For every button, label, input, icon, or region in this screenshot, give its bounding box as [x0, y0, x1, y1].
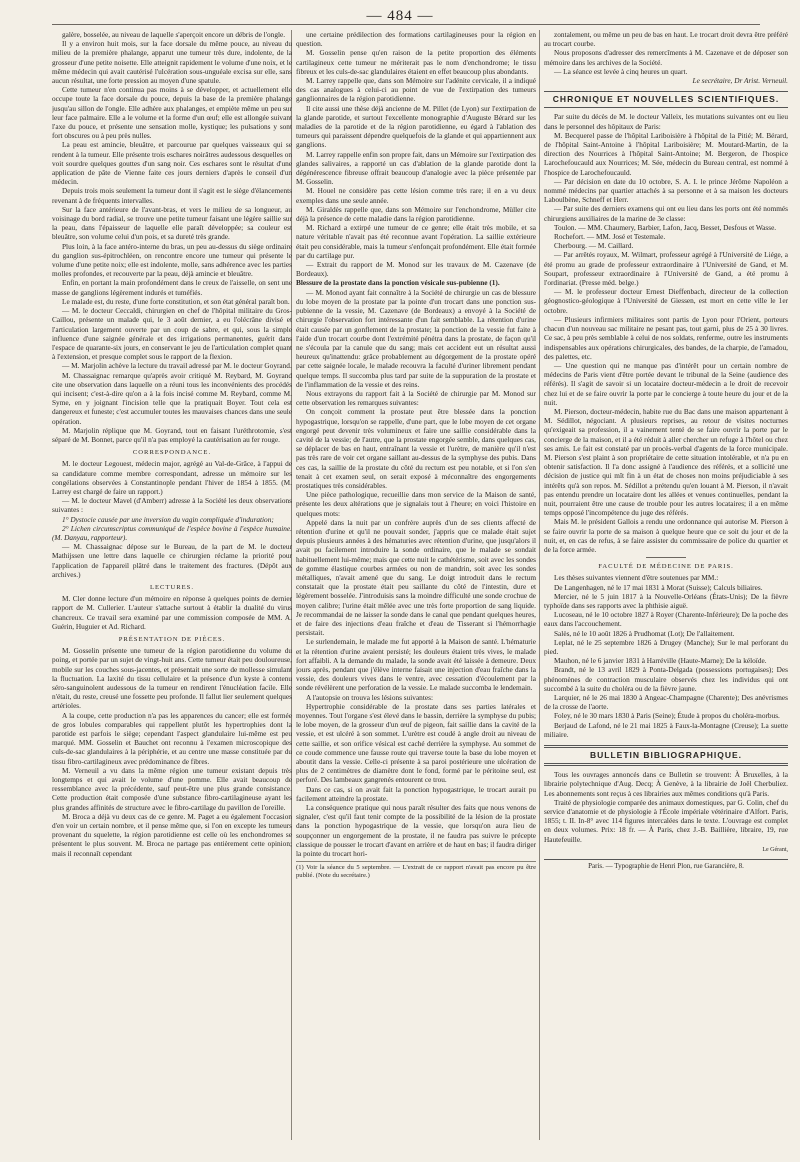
paragraph: Cherbourg. — M. Caillard.	[554, 241, 634, 251]
paragraph: Enfin, en portant la main profondément dans le creux de l'aisselle, on sent une masse de ganglions légèrement indurés et tuméfiés.	[52, 278, 292, 297]
imprint: Paris. — Typographie de Henri Plon, rue Garancière, 8.	[588, 862, 744, 871]
paragraph: — M. Marjolin achève la lecture du travail adressé par M. le docteur Goyrand.	[62, 361, 292, 371]
thesis-entry: Berjaud de Lafond, né le 21 mai 1825 à Faux-la-Montagne (Creuse); La suette miliaire.	[544, 720, 788, 739]
footnote: (1) Voir la séance du 5 septembre. — L'extrait de ce rapport n'avait pas encore pu être publié. (Note du secrétaire.)	[296, 861, 536, 880]
thesis-entry: Mercier, né le 5 juin 1817 à la Nouvelle-Orléans (États-Unis); De la fièvre typhoïde dans ses rapports avec la phthisie aiguë.	[544, 591, 788, 610]
thesis-entry: Foley, né le 30 mars 1830 à Paris (Seine); Étude à propos du choléra-morbus.	[554, 711, 780, 721]
thesis-entry: Mauhon, né le 6 janvier 1831 à Harréville (Haute-Marne); De la kéloïde.	[554, 656, 767, 666]
paragraph: M. Cler donne lecture d'un mémoire en réponse à quelques points de dernier rapport de M. Cullerier. L'auteur s'attache surtout à établir la dualité du virus chancreux. Ce travail sera examiné par une commission composée de MM. A. Guérin, Huguier et Ad. Richard.	[52, 594, 292, 631]
column-middle	[296, 30, 536, 1142]
paragraph: — Par décision en date du 10 octobre, S. A. I. le prince Jérôme Napoléon a nommé médecins par quartier attachés à sa personne et à sa maison les docteurs Laboulbène, Schneff et Herr.	[544, 176, 788, 205]
paragraph: M. Becquerel passe de l'hôpital Lariboisière à l'hôpital de la Pitié; M. Bérard, de l'hôpital Saint-Antoine à l'hôpital Lariboisière; M. Moutard-Martin, de la direction des Nourrices à l'hôpital Saint-Antoine; M. Bergeron, de l'hospice Larochefoucauld aux Nourrices; M. Sée, médecin du Bureau central, est nommé à l'hospice de Larochefoucauld.	[544, 130, 788, 177]
paragraph: — M. le professeur docteur Ernest Dieffenbach, directeur de la collection géognostico-géologique à l'Université de Giessen, est mort en cette ville le 1er octobre.	[544, 287, 788, 315]
page-number: — 484 —	[366, 8, 434, 24]
paragraph: Mais M. le président Gallois a rendu une ordonnance qui autorise M. Pierson à se faire ouvrir la porte de sa maison à quelque heure que ce soit du jour et de la nuit, et, en cas de refus, à se faire assister du commissaire de police du quartier et de la force armée.	[544, 517, 788, 554]
paragraph: A l'autopsie on trouva les lésions suivantes:	[306, 692, 433, 702]
paragraph: Dans ce cas, si on avait fait la ponction hypogastrique, le trocart aurait pu facilement atteindre la prostate.	[296, 784, 536, 803]
paragraph: La conséquence pratique qui nous paraît résulter des faits que nous venons de signaler, c'est qu'il faut tenir compte de la possibilité de la lésion de la prostate dans la ponction hypogastrique de la vessie, que lorsqu'on aura lieu de soupçonner un engorgement de la prostate, il ne faudra pas suivre le précepte classique de pousser le trocart d'avant en arrière et de haut en bas; il faudra diriger la pointe du trocart hori-	[296, 803, 536, 859]
section-heading-faculte: FACULTÉ DE MÉDECINE DE PARIS.	[598, 563, 734, 571]
paragraph: Les thèses suivantes viennent d'être soutenues par MM.:	[554, 573, 719, 583]
article-subheading: Blessure de la prostate dans la ponction vésicale sus-pubienne (1).	[296, 278, 500, 288]
paragraph: M. Chassaignac remarque qu'après avoir critiqué M. Reybard, M. Goyrand cite une observation dans laquelle on a réuni tous les inconvénients des procédés qui incisent; c'est-à-dire qu'on a à la fois incisé comme M. Reybard, comme M. Syme, en y joignant l'incision telle que la pratiquait Boyer. Tout cela est dangereux et funeste; c'est accumuler toutes les mauvaises chances dans une seule opération.	[52, 370, 292, 426]
paragraph: M. Houel ne considère pas cette lésion comme très rare; il en a vu deux exemples dans une seule année.	[296, 186, 536, 205]
paragraph: 2° Lichen circumscriptus communiqué de l'espèce bovine à l'espèce humaine. (M. Danyau, rapporteur).	[52, 523, 292, 542]
divider	[646, 557, 686, 558]
thesis-entry: De Langenhagen, né le 17 mai 1831 à Morat (Suisse); Calculs biliaires.	[554, 582, 763, 592]
paragraph: — M. Monod ayant fait connaître à la Société de chirurgie un cas de blessure du lobe moyen de la prostate par la pointe d'un trocart dans une ponction sus-pubienne de la vessie, M. Cazenave (de Bordeaux) a envoyé à la Société de chirurgie l'observation fort intéressante d'un fait semblable. La rétention d'urine était causée par un gonflement de la prostate; la ponction de la vessie fut faite à l'aide d'un trocart courbe dont l'extrémité pénétra dans la prostate, de façon qu'il ne s'écoula par la canule que du sang; mais cet accident eut un résultat aussi heureux qu'inattendu: grâce probablement au dégorgement de la prostate opéré par cette saignée locale, le malade recouvra la faculté d'uriner librement pendant quelque temps. Il succomba plus tard par suite de la suppuration de la prostate et de l'inflammation de la vessie et des reins.	[296, 287, 536, 389]
paragraph: M. Larrey rappelle enfin son propre fait, dans un Mémoire sur l'extirpation des glandes salivaires, a rapporté un cas d'ablation de la glande parotide dont la dégénérescence fibreuse offrait beaucoup d'analogie avec la pièce présentée par M. Gosselin.	[296, 149, 536, 187]
secretary-signature: Le secrétaire, Dr Arist. Verneuil.	[692, 76, 788, 86]
paragraph: Rochefort. — MM. José et Testemale.	[554, 232, 666, 242]
paragraph: — M. le docteur Ceccaldi, chirurgien en chef de l'hôpital militaire du Gros-Caillou, présente un malade qui, le 3 août dernier, a eu l'olécrâne divisé et l'articulation largement ouverte par un coup de sabre, et qui, sous la simple influence d'une saignée générale et des irrigations permanentes, guérit dans l'espace de quarante-six jours, en conservant le jeu de l'articulation complet quant à l'extension, et presque complet sous le rapport de la flexion.	[52, 306, 292, 362]
paragraph: M. Verneuil a vu dans la même région une tumeur existant depuis très longtemps et qui avait le volume d'une pomme. Elle avait beaucoup de ressemblance avec la précédente, sauf peut-être une plus grande consistance. Cette production était composée d'une substance fibro-cartilagineuse ayant les plus grandes affinités de structure avec le fibro-cartilage du pavillon de l'oreille.	[52, 765, 292, 812]
thesis-entry: Leplat, né le 25 septembre 1826 à Drugey (Manche); Sur le mal perforant du pied.	[544, 637, 788, 656]
paragraph: — M. Chassaignac dépose sur le Bureau, de la part de M. le docteur Mathijssen une lettre dans laquelle ce chirurgien réclame la priorité pour l'application de l'appareil plâtré dans le traitement des fractures. (Dépôt aux archives.)	[52, 542, 292, 579]
column-rule	[539, 30, 540, 1140]
section-heading-bulletin: BULLETIN BIBLIOGRAPHIQUE.	[544, 745, 788, 766]
paragraph: 1° Dystocie causée par une inversion du vagin compliquée d'induration;	[62, 514, 274, 524]
paragraph: M. Giraldès rappelle que, dans son Mémoire sur l'enchondrome, Müller cite déjà la présence de cette maladie dans la région parotidienne.	[296, 204, 536, 224]
paragraph: Hypertrophie considérable de la prostate dans ses parties latérales et moyennes. Tout l'organe s'est élevé dans le bassin, derrière la symphyse du pubis; le lobe moyen, de la grosseur d'un œuf de pigeon, fait saillie dans la cavité de la vessie, et est ulcéré à son sommet. L'urètre est coudé à angle droit au niveau de cette saillie, et son orifice vésical est caché derrière la symphyse. Au sommet de ce coude commence une fausse route qui traverse toute la base du lobe moyen et aboutit dans la vessie. Celle-ci présente à sa paroi postérieure une ulcération de plus de 2 centimètres de diamètre dont le fond, formé par le péritoine seul, est perforé. Des lambeaux gangrenés entourent ce trou.	[296, 701, 536, 785]
section-heading-lectures: LECTURES.	[150, 583, 194, 591]
paragraph: Plus loin, à la face antéro-interne du bras, un peu au-dessus du siège ordinaire du ganglion sus-épitrochléen, on rencontre encore une tumeur qui présente le volume d'une petite noix; elle est indolente, molle, sans adhérence avec les parties molles profondes, et recouverte par la peau, déjà amincie et bleuâtre.	[52, 241, 292, 279]
divider	[544, 859, 788, 860]
thesis-entry: Brandt, né le 13 avril 1829 à Ponta-Delgada (possessions portugaises); Des phénomènes de contraction musculaire observés chez les individus qui ont succombé à la suite du choléra ou de la fièvre jaune.	[544, 665, 788, 693]
paragraph: — M. le docteur Mavel (d'Amberr) adresse à la Société les deux observations suivantes :	[52, 496, 292, 515]
paragraph: — La séance est levée à cinq heures un quart.	[554, 66, 688, 76]
thesis-entry: Salès, né le 10 août 1826 à Prudhomat (Lot); De l'allaitement.	[554, 628, 735, 638]
thesis-entry: Lucoseau, né le 10 octobre 1827 à Royer (Charente-Inférieure); De la poche des eaux dans l'accouchement.	[544, 610, 788, 629]
thesis-entry: Larquier, né le 26 mai 1830 à Angeac-Champagne (Charente); Des anévrismes de la crosse de l'aorte.	[544, 693, 788, 712]
paragraph: M. Richard a extirpé une tumeur de ce genre; elle était très mobile, et sa nature véritable n'avait pas été reconnue avant l'opération. La saillie extérieure était peu considérable, mais la tumeur s'enfonçait profondément. Elle était formée par du cartilage pur.	[296, 223, 536, 260]
section-heading-chronique: CHRONIQUE ET NOUVELLES SCIENTIFIQUES.	[544, 91, 788, 108]
paragraph: galère, bosselée, au niveau de laquelle s'aperçoit encore un débris de l'ongle.	[62, 30, 286, 39]
paragraph: Le surlendemain, le malade me fut apporté à la Maison de santé. L'hématurie et la rétention d'urine avaient persisté; les douleurs étaient très vives, le malade fort affaibli. A la demande du malade, la sonde avait été laissée à demeure. Deux jours après, pendant que j'élève interne faisait une injection d'eau fraîche dans la vessie, des douleurs vives dans le ventre, avec cessation d'écoulement par la sonde révélèrent une perforation de la vessie. Le malade succomba le lendemain.	[296, 637, 536, 693]
paragraph: Le malade est, du reste, d'une forte constitution, et son état général paraît bon.	[62, 296, 290, 306]
paragraph: — Extrait du rapport de M. Monod sur les travaux de M. Cazenave (de Bordeaux).	[296, 260, 536, 279]
paragraph: M. Larrey rappelle que, dans son Mémoire sur l'adénite cervicale, il a indiqué des cas analogues à celui-ci au point de vue de l'extirpation des tumeurs ganglionnaires de la région parotidienne.	[296, 76, 536, 104]
paragraph: M. Pierson, docteur-médecin, habite rue du Bac dans une maison appartenant à M. Sédillot, négociant. A plusieurs reprises, au retour de visites nocturnes qu'exigeait sa profession, il a vainement tenté de se faire ouvrir la porte par le concierge de la maison, et il a été réduit à aller chercher un refuge à l'hôtel ou chez ses amis. Le fait est constaté par un procès-verbal d'agents de la force municipale. M. Pierson s'est plaint à son propriétaire de cette situation intolérable, et n'a pu en obtenir satisfaction. Il l'a donc assigné à l'audience des référés, et a sollicité une décision de justice qui mît fin à un état de choses non moins préjudiciable à ses intérêts qu'à son repos. M. Sédillot a prétendu qu'en louant à M. Pierson, il n'avait pas entendu prendre un locataire dont les allées et venues continuelles, pendant la nuit, pourraient être une cause de trouble pour les autres locataires; il a en même temps opposé l'incompétence du juge des référés.	[544, 406, 788, 518]
paragraph: M. Marjolin réplique que M. Goyrand, tout en faisant l'uréthrotomie, s'est séparé de M. Bonnet, parce qu'il n'a pas employé la cautérisation au fer rouge.	[52, 425, 292, 444]
column-right	[544, 30, 788, 1142]
paragraph: M. Gosselin présente une tumeur de la région parotidienne du volume du poing, et portée par un sujet de vingt-huit ans. Cette tumeur était peu douloureuse, mobile sur les couches sous-jacentes, et présentait une sorte de mollesse simulant la fluctuation. La laxité du tissu cellulaire et la présence d'un kyste à contenu séro-sanguinolent audessous de la tumeur en rendirent l'énucléation facile. Elle n'était, du reste, creusé une fossette peu profonde. Il fallut lier seulement quelques artérioles.	[52, 646, 292, 711]
paragraph: une certaine prédilection des formations cartilagineuses pour la région en question.	[296, 30, 536, 49]
section-heading-presentation: PRÉSENTATION DE PIÈCES.	[118, 636, 226, 643]
paragraph: zontalement, ou même un peu de bas en haut. Le trocart droit devra être préféré au trocart courbe.	[544, 30, 788, 49]
paragraph: — Par arrêtés royaux, M. Wilmart, professeur agrégé à l'Université de Liége, a été promu au grade de professeur extraordinaire à l'Université de Gand, et M. Soupart, professeur extraordinaire à l'Université de Gand, a été promu à l'ordinariat. (Presse méd. belge.)	[544, 250, 788, 288]
column-left	[52, 30, 292, 1142]
paragraph: Tous les ouvrages annoncés dans ce Bulletin se trouvent: À Bruxelles, à la librairie polytechnique d'Aug. Decq; À Genève, à la librairie de Joël Cherbuliez. Les abonnements sont reçus à ces librairies aux mêmes conditions qu'à Paris.	[544, 770, 788, 798]
paragraph: Depuis trois mois seulement la tumeur dont il s'agit est le siège d'élancements revenant à de fréquents intervalles.	[52, 186, 292, 205]
paragraph: Traité de physiologie comparée des animaux domestiques, par G. Colin, chef du service d'anatomie et de physiologie à l'École impériale vétérinaire d'Alfort. Paris, 1855; t. II. In-8° avec 114 figures intercalées dans le texte. L'ouvrage est complet en deux volumes. Prix: 18 fr. — À Paris, chez J.-B. Baillière, libraire, 19, rue Hautefeuille.	[544, 797, 788, 844]
paragraph: M. Broca a déjà vu deux cas de ce genre. M. Paget a eu également l'occasion d'en voir un certain nombre, et il pense même que, si l'on en excepte les tumeurs provenant du squelette, la région parotidienne est celle où les enchondromes se présentent le plus souvent. M. Broca ne partage pas entièrement cette opinion; mais il reconnaît cependant	[52, 811, 292, 858]
section-heading-correspondance: CORRESPONDANCE.	[132, 449, 212, 457]
paragraph: — Une question qui ne manque pas d'intérêt pour un certain nombre de médecins de Paris vient d'être portée devant le tribunal de la Seine (audience des référés). Il s'agit de savoir si un locataire docteur-médecin a le droit de recevoir chez lui et de se faire ouvrir la porte par le concierge à toute heure du jour et de la nuit.	[544, 360, 788, 407]
paragraph: Une pièce pathologique, recueillie dans mon service de la Maison de santé, présente les deux altérations que je signalais tout à l'heure; en voici l'histoire en quelques mots:	[296, 490, 536, 518]
paragraph: On conçoit comment la prostate peut être blessée dans la ponction hypogastrique, lorsqu'on se rappelle, d'une part, que le lobe moyen de cet organe engorgé peut devenir très volumineux et faire une saillie considérable dans la cavité de la vessie; de l'autre, que la prostate engorgée semble, dans quelques cas, se déplacer de bas en haut, entraînant la vessie et l'urètre, de manière qu'il n'est pas très rare de voir cet organe saillant au-dessus de la symphyse des pubis. Dans ces cas, la saillie de la prostate du côté du rectum est peu notable, et si l'on s'en tenait à cet examen seul, on serait exposé à méconnaître des engorgements prostatiques très considérables.	[296, 407, 536, 490]
paragraph: M. le docteur Legouest, médecin major, agrégé au Val-de-Grâce, à l'appui de sa candidature comme membre correspondant, adresse un mémoire sur les congélations observées à Constantinople pendant l'hiver de 1854 à 1855. (M. Larrey est chargé de faire un rapport.)	[52, 459, 292, 496]
paragraph: Il cite aussi une thèse déjà ancienne de M. Pillet (de Lyon) sur l'extirpation de la glande parotide, et surtout l'excellente monographie d'Auguste Bérard sur les maladies de la parotide et de la région parotidienne, eu égard à l'ablation des tumeurs qui paraissent dépendre quelquefois de la glande et qui appartiennent aux ganglions.	[296, 103, 536, 150]
paragraph: Il y a environ huit mois, sur la face dorsale du même pouce, au niveau du milieu de la première phalange, apparut une tumeur très dure, indolente, de la grosseur d'une petite noisette. Elle atteignit rapidement le volume d'une noix, et le même médecin qui avait cautérisé l'ulcération sous-unguéale excisa sur elle, sans aucun résultat, une forte pression au moyen d'une spatule.	[52, 39, 292, 86]
le-gerant: Le Gérant,	[762, 846, 788, 853]
paragraph: Nous extrayons du rapport fait à la Société de chirurgie par M. Monod sur cette observation les remarques suivantes:	[296, 388, 536, 408]
paragraph: Appelé dans la nuit par un confrère auprès d'un de ses clients affecté de rétention d'urine et qu'il ne pouvait sonder, j'appris que ce malade était sujet depuis plusieurs années à des hématuries avec rétention d'urine, que jusqu'alors il avait pu facilement introduire la sonde ordinaire, que le malade se sondait habituellement lui-même; mais que cette nuit le cathétérisme, soit avec les sondes de gomme élastique courbes armées ou non de mandrin, soit avec les sondes métalliques, n'avait amené que du sang. Le doigt introduit dans le rectum constatait que la prostate était peu saillante du côté de l'intestin, dure et légèrement bosselée. J'introduisis sans la moindre difficulté une sonde crochue de moyen calibre; l'urine était mêlée avec une très forte proportion de sang liquide. Je recommandai de ne laisser la sonde dans le canal que pendant quelques heures, et de faire des injections d'eau fraîche et d'eau de Tisserant si l'hémorrhagie persistait.	[296, 517, 536, 638]
paragraph: Nous proposons d'adresser des remercîments à M. Cazenave et de déposer son mémoire dans les archives de la Société.	[544, 48, 788, 67]
paragraph: — Par suite des derniers examens qui ont eu lieu dans les ports ont été nommés chirurgiens auxiliaires de la marine de 3e classe:	[544, 204, 788, 223]
paragraph: M. Gosselin pense qu'en raison de la petite proportion des éléments cartilagineux cette tumeur ne mériterait pas le nom d'enchondrome; le tissu fibreux et les culs-de-sac glandulaires étaient en effet beaucoup plus abondants.	[296, 48, 536, 76]
paragraph: La peau est amincie, bleuâtre, et parcourue par quelques vaisseaux qui se rendent à la tumeur. Elle présente trois eschares noirâtres audessous desquelles on voit sourdre quelques gouttes d'un sang noir. Ces eschares sont le résultat d'une application de pâte de Vienne faite ces jours derniers d'après le conseil d'un médecin.	[52, 140, 292, 187]
paragraph: A la coupe, cette production n'a pas les apparences du cancer; elle est formée de gros lobules comparables qui rappellent plutôt les hypertrophies dont la parotide est parfois le siège; cependant l'aspect glandulaire lui-même est peu marqué. MM. Gosselin et Bauchet ont reconnu à l'examen microscopique des culs-de-sac glandulaires à la périphérie, et au centre une masse constituée par du tissu fibro-cartilagineux avec prédominance de fibres.	[52, 710, 292, 766]
header-rule	[52, 24, 760, 25]
paragraph: Cette tumeur n'en continua pas moins à se développer, et actuellement elle occupe toute la face dorsale du pouce, depuis la base de la première phalange jusqu'au sillon de l'ongle. Elle adhère aux phalanges, et empiète même un peu sur leur face palmaire. Elle a le volume et la forme d'un œuf; elle est allongée suivant l'axe du pouce, et présente une sensation molle, kystique; les pulsations y sont fort obscures ou à peu près nulles.	[52, 85, 292, 141]
paragraph: Par suite du décès de M. le docteur Valleix, les mutations suivantes ont eu lieu dans le personnel des hôpitaux de Paris:	[544, 112, 788, 131]
paragraph: — Plusieurs infirmiers militaires sont partis de Lyon pour l'Orient, porteurs chacun d'un nouveau sac militaire ne pesant pas, tout garni, plus de 25 à 30 livres. Ce sac, à peu près semblable à celui de nos soldats, renferme, outre les instruments indispensables aux opérations chirurgicales, des bandes, de la charpie, de l'amadou, des palettes, etc.	[544, 314, 788, 361]
paragraph: Toulon. — MM. Chaumery, Barbier, Lafon, Jacq, Besset, Desfous et Wasse.	[554, 222, 777, 232]
paragraph: Sur la face antérieure de l'avant-bras, et vers le milieu de sa longueur, au voisinage du bord radial, se trouve une petite tumeur faisant une légère saillie sur la peau, dans l'épaisseur de laquelle elle paraît développée; sa couleur est bleuâtre, son volume celui d'un pois, et sa dureté très grande.	[52, 204, 292, 242]
